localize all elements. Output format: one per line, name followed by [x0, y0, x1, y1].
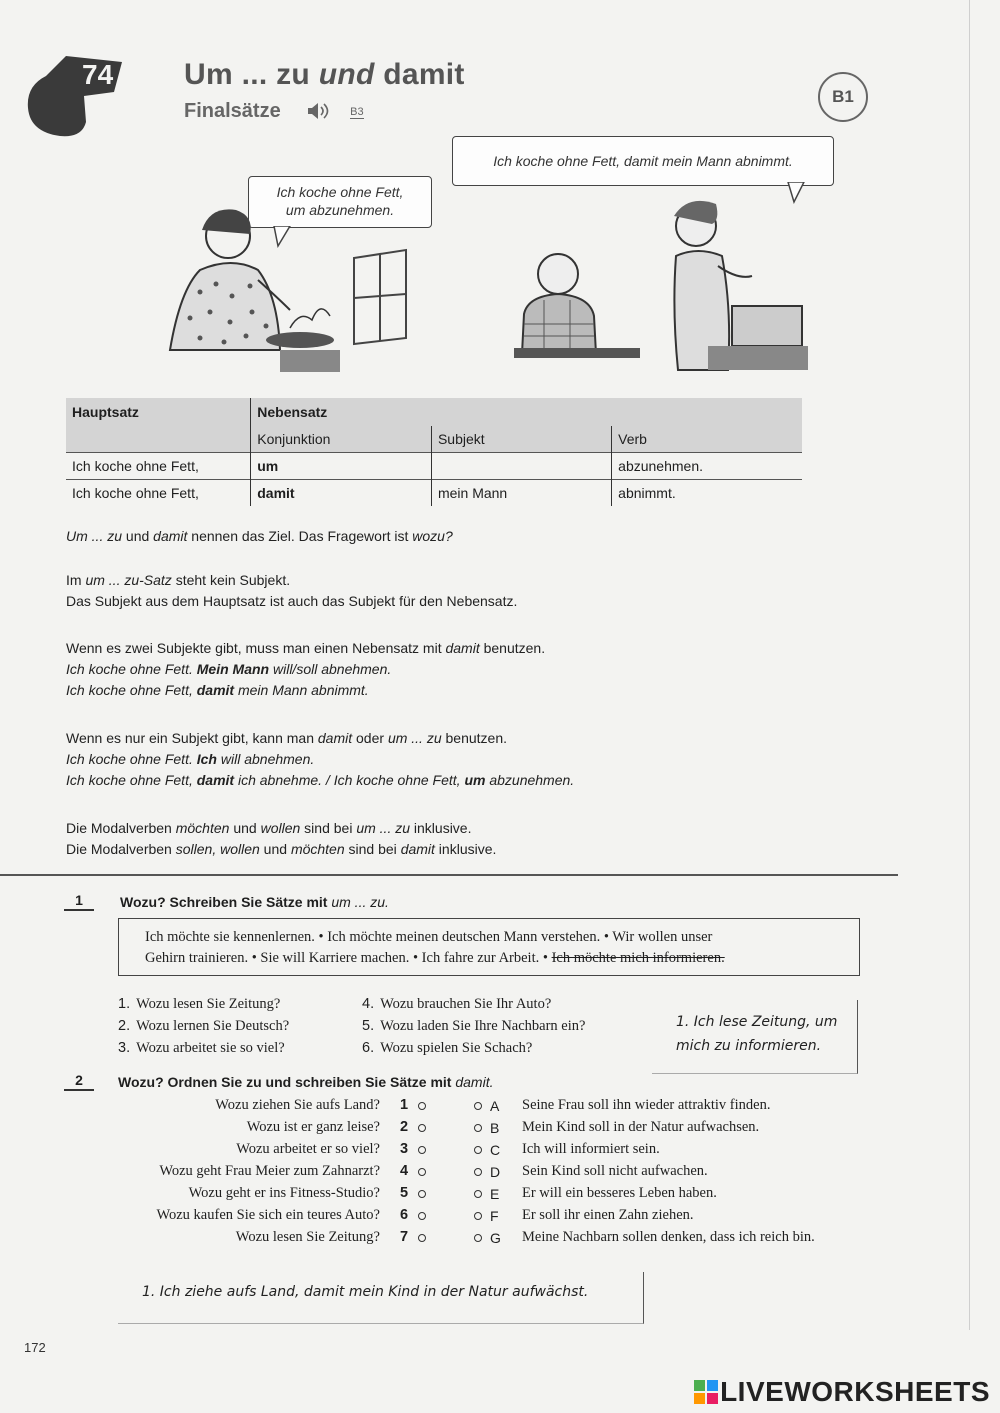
exercise-1-answer-area[interactable]: [652, 1000, 858, 1074]
exercise-1-question-1: 1. Wozu lesen Sie Zeitung?: [118, 996, 281, 1012]
match-right-e: Er will ein besseres Leben haben.: [522, 1185, 717, 1201]
exercise-1-question-5: 5. Wozu laden Sie Ihre Nachbarn ein?: [362, 1018, 586, 1034]
exercise-1-word-box: Ich möchte sie kennenlernen. • Ich möchte meinen deutschen Mann verstehen. • Wir wollen unser Gehirn trainieren. • Sie will Karriere machen. • Ich fahre zur Arbeit. • Ich möchte mich informieren.: [118, 918, 860, 976]
match-dot-right-d[interactable]: [474, 1168, 482, 1176]
exercise-1-question-2: 2. Wozu lernen Sie Deutsch?: [118, 1018, 290, 1034]
match-dot-right-g[interactable]: [474, 1234, 482, 1242]
exercise-1-question-6: 6. Wozu spielen Sie Schach?: [362, 1040, 533, 1056]
exercise-1-number: 1: [64, 892, 94, 911]
brand-wordmark[interactable]: LIVEWORKSHEETS: [720, 1376, 990, 1407]
exercise-2-answer-area[interactable]: [118, 1272, 644, 1324]
table-row: Ich koche ohne Fett, damit mein Mann abnimmt.: [66, 480, 802, 507]
match-left-2: Wozu ist er ganz leise?: [246, 1119, 380, 1135]
match-number-3: 3: [400, 1141, 409, 1157]
match-dot-left-6[interactable]: [418, 1212, 426, 1220]
exercise-1-example-line-2: mich zu informieren.: [676, 1038, 822, 1054]
exercise-2-instruction: Wozu? Ordnen Sie zu und schreiben Sie Sätze mit damit.: [118, 1074, 494, 1090]
match-left-5: Wozu geht er ins Fitness-Studio?: [188, 1185, 380, 1201]
match-right-a: Seine Frau soll ihn wieder attraktiv finden.: [522, 1097, 771, 1113]
exercise-1-question-3: 3. Wozu arbeitet sie so viel?: [118, 1040, 285, 1056]
audio-track: [306, 102, 364, 120]
match-number-6: 6: [400, 1207, 409, 1223]
table-row: Ich koche ohne Fett, um abzunehmen.: [66, 453, 802, 480]
man-at-table-illustration: [514, 244, 644, 364]
explanation-single-subject: Wenn es nur ein Subjekt gibt, kann man damit oder um ... zu benutzen. Ich koche ohne Fett. Ich will abnehmen. Ich koche ohne Fett, damit ich abnehme. / Ich koche ohne Fett, um abzunehmen.: [66, 730, 575, 788]
speech-bubble-left: Ich koche ohne Fett, um abzunehmen.: [248, 176, 432, 228]
match-dot-right-b[interactable]: [474, 1124, 482, 1132]
match-left-4: Wozu geht Frau Meier zum Zahnarzt?: [159, 1163, 380, 1179]
match-right-f: Er soll ihr einen Zahn ziehen.: [522, 1207, 694, 1223]
match-right-d: Sein Kind soll nicht aufwachen.: [522, 1163, 708, 1179]
match-letter-e: E: [490, 1186, 500, 1202]
col-header-subjekt: Subjekt: [431, 426, 611, 453]
cooking-woman-right-illustration: [648, 190, 808, 376]
match-number-4: 4: [400, 1163, 409, 1179]
audio-track-label: B3: [350, 106, 364, 118]
match-right-b: Mein Kind soll in der Natur aufwachsen.: [522, 1119, 760, 1135]
col-header-nebensatz: Nebensatz: [251, 398, 432, 426]
col-header-hauptsatz: Hauptsatz: [66, 398, 251, 426]
exercise-1-instruction: Wozu? Schreiben Sie Sätze mit um ... zu.: [120, 894, 389, 910]
match-dot-right-f[interactable]: [474, 1212, 482, 1220]
explanation-one-subject: Im um ... zu-Satz steht kein Subjekt. Das Subjekt aus dem Hauptsatz ist auch das Subjekt für den Nebensatz.: [66, 572, 518, 609]
match-dot-left-4[interactable]: [418, 1168, 426, 1176]
match-dot-right-c[interactable]: [474, 1146, 482, 1154]
match-letter-b: B: [490, 1120, 500, 1136]
level-badge: B1: [818, 72, 868, 122]
grammar-table: [66, 398, 802, 506]
cooking-woman-illustration: [140, 200, 340, 376]
page-title: Um ... zu und damit: [184, 58, 465, 91]
match-dot-left-7[interactable]: [418, 1234, 426, 1242]
window-illustration: [350, 248, 410, 348]
match-letter-a: A: [490, 1098, 500, 1114]
chapter-badge: [24, 52, 124, 140]
match-number-2: 2: [400, 1119, 409, 1135]
match-letter-f: F: [490, 1208, 499, 1224]
match-dot-left-2[interactable]: [418, 1124, 426, 1132]
match-right-g: Meine Nachbarn sollen denken, dass ich reich bin.: [522, 1229, 815, 1245]
page-subtitle: Finalsätze: [184, 100, 281, 122]
exercise-2-example: 1. Ich ziehe aufs Land, damit mein Kind in der Natur aufwächst.: [142, 1284, 589, 1300]
match-letter-c: C: [490, 1142, 501, 1158]
chapter-number: 74: [82, 59, 114, 90]
match-number-1: 1: [400, 1097, 409, 1113]
section-divider: [0, 874, 898, 876]
explanation-two-subjects: Wenn es zwei Subjekte gibt, muss man einen Nebensatz mit damit benutzen. Ich koche ohne Fett. Mein Mann will/soll abnehmen. Ich koche ohne Fett, damit mein Mann abnimmt.: [66, 640, 546, 698]
exercise-2-number: 2: [64, 1072, 94, 1091]
match-left-1: Wozu ziehen Sie aufs Land?: [215, 1097, 380, 1113]
liveworksheets-logo-icon: [694, 1380, 718, 1404]
match-dot-right-a[interactable]: [474, 1102, 482, 1110]
match-left-3: Wozu arbeitet er so viel?: [236, 1141, 380, 1157]
explanation-goal: Um ... zu und damit nennen das Ziel. Das Fragewort ist wozu?: [66, 528, 453, 544]
match-left-6: Wozu kaufen Sie sich ein teures Auto?: [156, 1207, 380, 1223]
exercise-1-example-line-1: 1. Ich lese Zeitung, um: [676, 1014, 838, 1030]
match-right-c: Ich will informiert sein.: [522, 1141, 660, 1157]
match-number-7: 7: [400, 1229, 409, 1245]
explanation-modal-verbs: Die Modalverben möchten und wollen sind bei um ... zu inklusive. Die Modalverben sollen, wollen und möchten sind bei damit inklusive.: [66, 820, 497, 857]
match-dot-left-3[interactable]: [418, 1146, 426, 1154]
scan-edge: [969, 0, 970, 1330]
speech-bubble-right: Ich koche ohne Fett, damit mein Mann abnimmt.: [452, 136, 834, 186]
match-letter-d: D: [490, 1164, 501, 1180]
match-letter-g: G: [490, 1230, 501, 1246]
exercise-1-question-4: 4. Wozu brauchen Sie Ihr Auto?: [362, 996, 552, 1012]
match-dot-right-e[interactable]: [474, 1190, 482, 1198]
speaker-icon: [306, 102, 346, 120]
match-dot-left-1[interactable]: [418, 1102, 426, 1110]
col-header-verb: Verb: [612, 426, 802, 453]
page-number: 172: [24, 1340, 46, 1355]
match-left-7: Wozu lesen Sie Zeitung?: [235, 1229, 380, 1245]
struck-example: Ich möchte mich informieren.: [551, 950, 725, 966]
match-dot-left-5[interactable]: [418, 1190, 426, 1198]
col-header-konjunktion: Konjunktion: [251, 426, 432, 453]
match-number-5: 5: [400, 1185, 409, 1201]
